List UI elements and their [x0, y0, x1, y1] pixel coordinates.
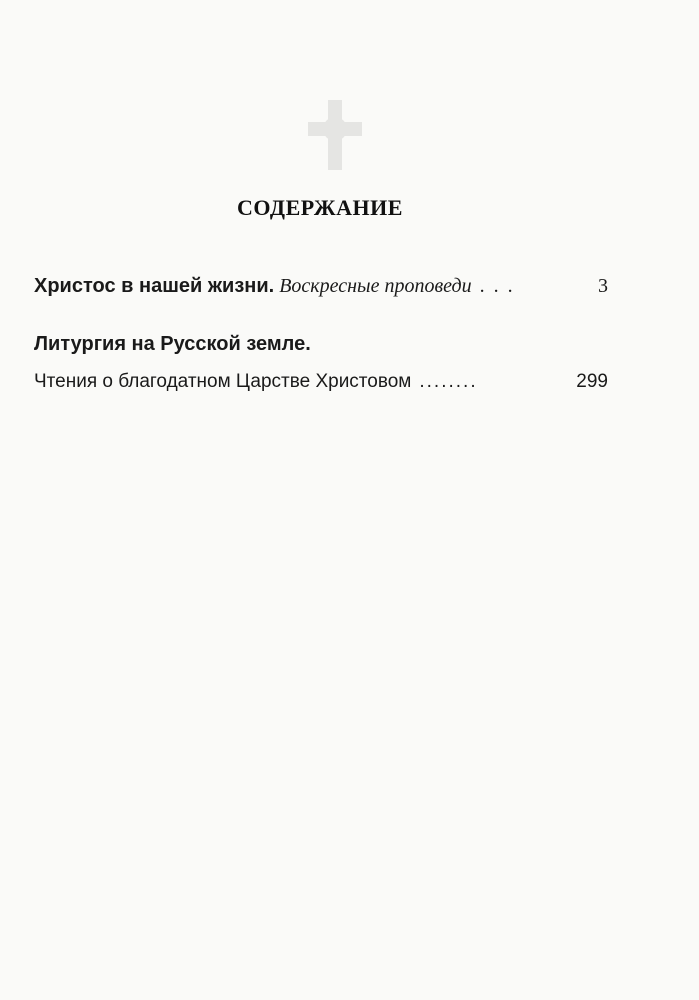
toc-entry-1[interactable]	[34, 275, 608, 298]
toc-entry-2[interactable]	[34, 333, 608, 356]
toc-entry-3-page-number: 299	[576, 371, 608, 392]
toc-entry-1-leader: . . .	[479, 275, 515, 297]
toc-entry-1-title-bold: Христос в нашей жизни.	[34, 275, 275, 297]
show-through-cross-icon	[300, 100, 370, 170]
toc-entry-1-title	[34, 275, 472, 298]
toc-heading: СОДЕРЖАНИЕ	[237, 194, 403, 220]
toc-entry-1-title-italic: Воскресные проповеди	[279, 275, 472, 297]
toc-entry-2-title: Литургия на Русской земле.	[34, 333, 311, 355]
toc-entry-3-title: Чтения о благодатном Царстве Христовом	[34, 371, 412, 392]
toc-entry-1-page-number: 3	[598, 275, 608, 297]
toc-entry-3[interactable]	[34, 371, 608, 393]
toc-entry-3-leader: ........	[419, 371, 478, 392]
